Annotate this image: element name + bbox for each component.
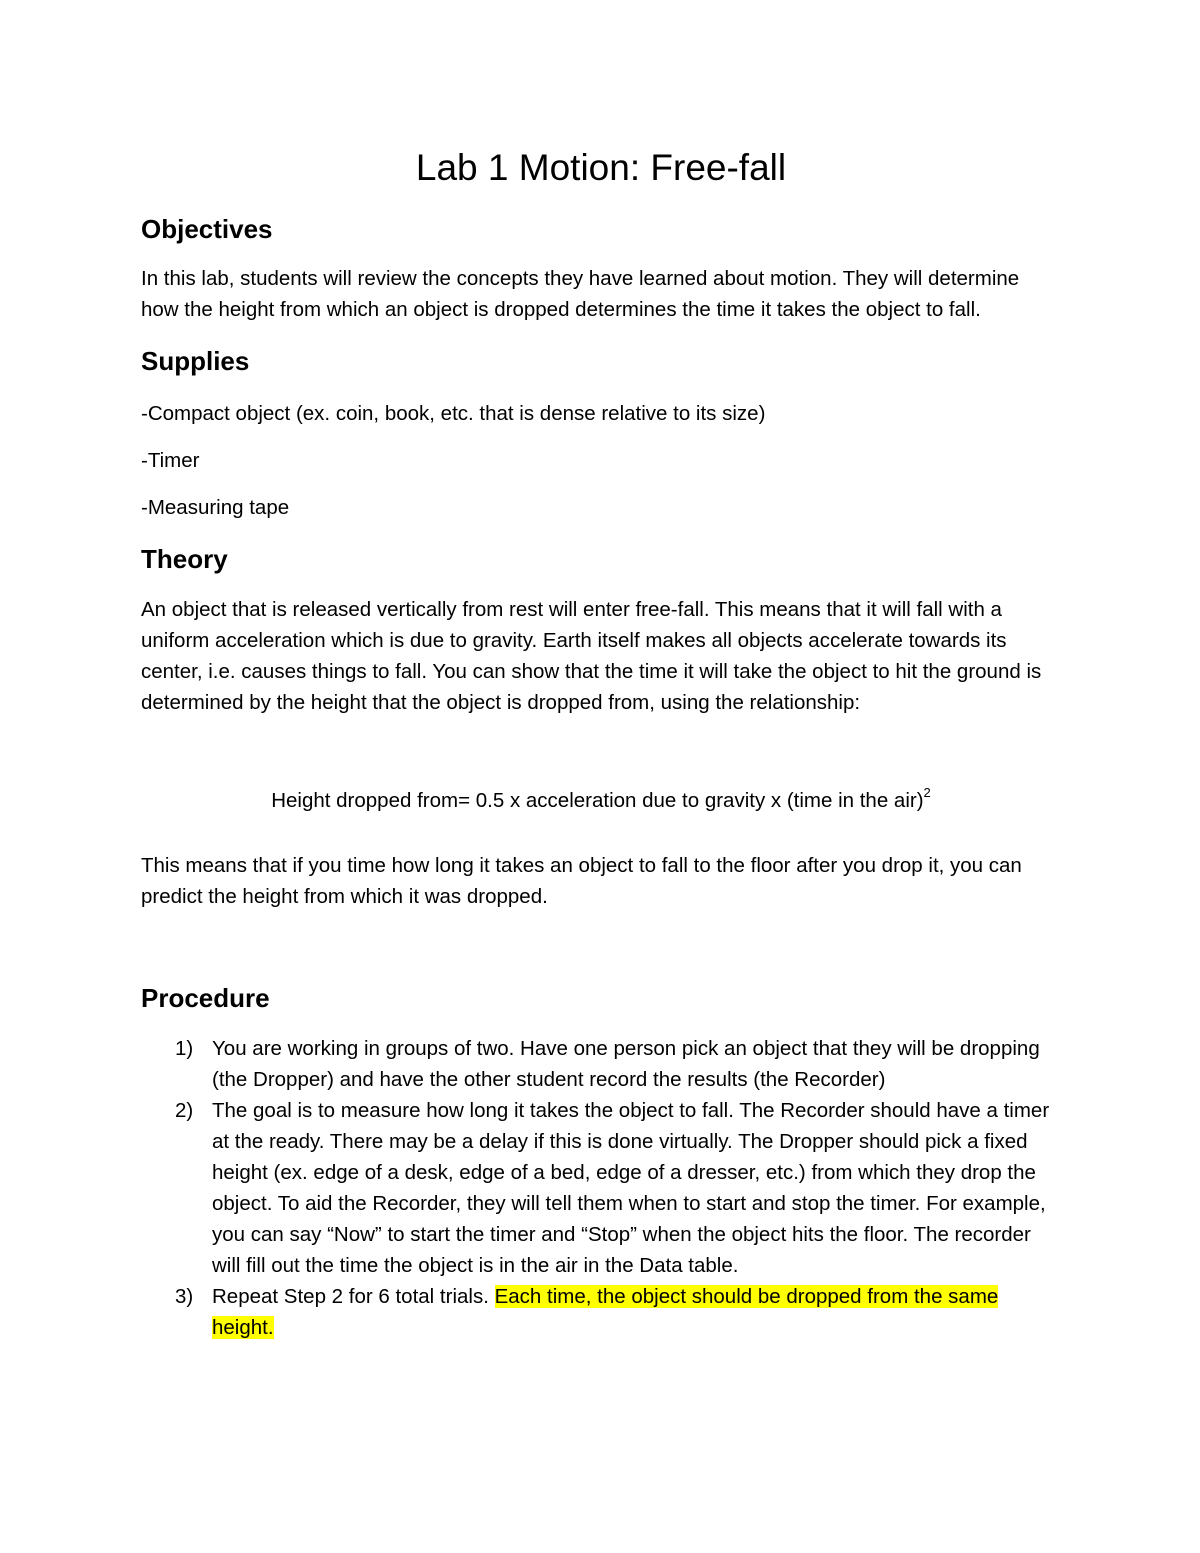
step-text: Repeat Step 2 for 6 total trials.: [212, 1284, 495, 1308]
theory-text: An object that is released vertically from rest will enter free-fall. This means that it will fall with a uniform acceleration which is due to gravity. Earth itself makes all objects accelerate towards its center, i.e. causes things to fall. You can show that the time it will take the object to hit the ground is determined by the height that the object is dropped from, using the relationship:: [141, 598, 1042, 714]
procedure-step: [141, 1033, 1061, 1095]
procedure-step: [141, 1095, 1061, 1281]
theory-followup-text: This means that if you time how long it takes an object to fall to the floor after you drop it, you can predict the height from which it was dropped.: [141, 853, 1022, 908]
highlighted-text: Each time, the object should be dropped from the same height.: [212, 1284, 999, 1339]
supply-item: -Timer: [141, 449, 200, 472]
step-number: 2): [175, 1098, 194, 1122]
document-title: Lab 1 Motion: Free-fall: [415, 147, 787, 188]
supply-item: -Compact object (ex. coin, book, etc. that is dense relative to its size): [141, 402, 766, 425]
supply-item: -Measuring tape: [141, 496, 290, 519]
procedure-steps: [141, 1033, 1061, 1343]
objectives-heading: Objectives: [141, 214, 273, 244]
procedure-step: [141, 1281, 1061, 1343]
theory-heading: Theory: [141, 544, 228, 574]
procedure-heading: Procedure: [141, 982, 270, 1013]
objectives-text: In this lab, students will review the concepts they have learned about motion. They will determine how the height from which an object is dropped determines the time it takes the object to fall.: [141, 267, 1020, 321]
step-text: You are working in groups of two. Have one person pick an object that they will be dropping (the Dropper) and have the other student record the results (the Recorder): [212, 1036, 1040, 1091]
free-fall-equation: [141, 779, 1061, 816]
supplies-heading: Supplies: [141, 346, 250, 376]
step-number: 1): [175, 1036, 194, 1060]
equation-exponent: 2: [923, 785, 931, 800]
step-number: 3): [175, 1284, 194, 1308]
document-page: [141, 145, 1061, 1343]
step-text: The goal is to measure how long it takes the object to fall. The Recorder should have a timer at the ready. There may be a delay if this is done virtually. The Dropper should pick a fixed height (ex. edge of a desk, edge of a bed, edge of a dresser, etc.) from which they drop the object. To aid the Recorder, they will tell them when to start and stop the timer. For example, you can say “Now” to start the timer and “Stop” when the object hits the floor. The recorder will fill out the time the object is in the air in the Data table.: [212, 1098, 1050, 1277]
equation-text: Height dropped from= 0.5 x acceleration due to gravity x (time in the air): [271, 788, 924, 812]
